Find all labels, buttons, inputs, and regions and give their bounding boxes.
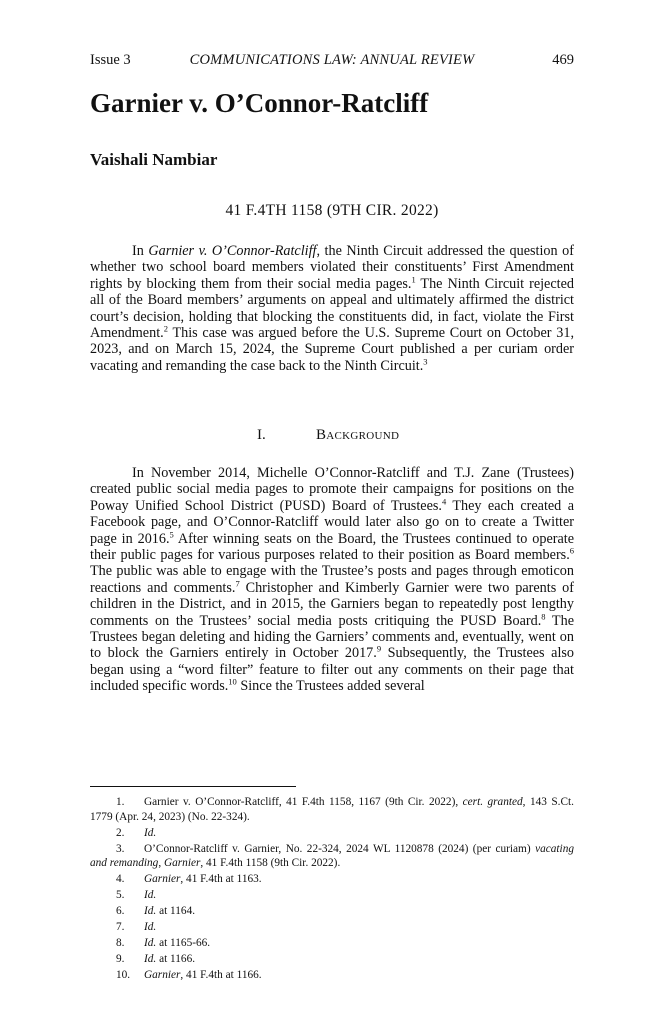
case-name: Garnier v. O’Connor-Ratcliff (148, 243, 317, 259)
text-run: In November 2014, Michelle O’Connor-Ratcliff and T.J. Zane (Trustees) created public social media pages to promote their campaigns for positions on the Poway Unified School District (PUSD) Board of Trustees. (90, 465, 574, 514)
footnote-ref[interactable]: 4 (441, 496, 447, 507)
footnote-number: 9. (116, 953, 125, 966)
footnote-number: 10. (116, 969, 131, 982)
text-run: , 41 F.4th 1158 (9th Cir. 2022). (200, 857, 341, 870)
text-run: at 1166. (156, 953, 196, 966)
section-heading (90, 427, 574, 447)
text-run: , the Ninth Circuit addressed the question of whether two school board members violated their constituents’ First Amendment rights by blocking them from their social media pages. (90, 243, 574, 292)
text-run: Subsequently, the Trustees also began using a “word filter” feature to filter out any comments on their page that included specific words. (90, 645, 574, 695)
case-citation: 41 F.4TH 1158 (9TH CIR. 2022) (225, 202, 439, 219)
footnote-number: 6. (116, 905, 125, 918)
footnote-ref[interactable]: 6 (569, 545, 574, 556)
footnote-4 (90, 872, 574, 887)
text-run-italic: Id. (144, 889, 157, 902)
text-run: , 41 F.4th at 1166. (180, 969, 262, 982)
footnote-8 (90, 936, 574, 951)
text-run: The Ninth Circuit rejected all of the Board members’ arguments on appeal and ultimately affirmed the district court’s decision, holding that blocking the constituents did, in fact, violate the First Amendment. (90, 275, 574, 342)
text-run: After winning seats on the Board, the Trustees continued to operate their public pages for various purposes related to their position as Board members. (90, 530, 574, 564)
text-run: Christopher and Kimberly Garnier were two parents of children in the District, and in 2015, the Garniers began to repeatedly post lengthy comments on the Trustees’ social media posts critiquing the PUSD Board. (90, 579, 574, 629)
text-run-italic: Garnier (144, 873, 181, 886)
footnote-2 (90, 826, 574, 841)
footnote-number: 5. (116, 889, 125, 902)
text-run-italic: Id. (144, 905, 157, 918)
footnote-divider (90, 786, 296, 787)
text-run: at 1165-66. (156, 937, 211, 950)
text-run: Since the Trustees added several (236, 678, 425, 695)
text-run: Garnier v. O’Connor-Ratcliff, 41 F.4th 1158, 1167 (9th Cir. 2022), (144, 796, 463, 808)
journal-title: COMMUNICATIONS LAW: ANNUAL REVIEW (189, 52, 475, 68)
text-run: O’Connor-Ratcliff v. Garnier, No. 22-324, 2024 WL 1120878 (2024) (per curiam) (144, 842, 536, 855)
text-run-italic: cert. granted (462, 796, 523, 808)
footnote-ref[interactable]: 3 (423, 356, 428, 367)
footnote-ref[interactable]: 9 (376, 643, 382, 654)
footnote-number: 4. (116, 873, 125, 886)
footnote-5 (90, 888, 574, 903)
footnote-9 (90, 952, 574, 967)
page-number: 469 (552, 52, 574, 68)
footnote-number: 2. (116, 826, 125, 839)
footnote-6 (90, 904, 574, 919)
footnote-3 (90, 842, 574, 871)
section-title: Background (316, 427, 400, 443)
footnote-7 (90, 920, 574, 935)
intro-paragraph (90, 243, 574, 374)
footnote-ref[interactable]: 5 (169, 528, 174, 539)
footnote-10 (90, 968, 574, 983)
text-run-italic: Id. (144, 826, 157, 839)
text-run-italic: Garnier (163, 857, 201, 870)
text-run-italic: Garnier (144, 969, 181, 982)
footnote-number: 7. (116, 921, 125, 934)
text-run: This case was argued before the U.S. Supreme Court on October 31, 2023, and on March 15, 2024, the Supreme Court published a per curiam order vacating and remanding the case back to the Ninth Circuit. (90, 325, 574, 374)
running-head (90, 52, 574, 72)
text-run: The Trustees began deleting and hiding the Garniers’ comments and, eventually, went on to block the Garniers entirely in October 2017. (90, 612, 574, 662)
footnotes (90, 795, 574, 984)
text-run: The public was able to engage with the Trustee’s posts and pages through emoticon reactions and comments. (90, 563, 574, 596)
text-run: They each created a Facebook page, and O’Connor-Ratcliff would later also go on to create a Twitter page in 2016. (90, 497, 574, 547)
footnote-ref[interactable]: 7 (235, 578, 240, 589)
text-run-italic: Id. (144, 921, 157, 934)
text-run: , (158, 857, 164, 870)
footnote-ref[interactable]: 10 (228, 676, 237, 687)
text-run: In (132, 243, 149, 259)
footnote-number: 8. (116, 937, 125, 950)
author-name: Vaishali Nambiar (90, 150, 218, 169)
footnote-number: 1. (116, 796, 125, 808)
footnote-ref[interactable]: 2 (163, 323, 168, 334)
footnote-ref[interactable]: 1 (411, 274, 416, 285)
footnote-1 (90, 795, 574, 824)
text-run: , 41 F.4th at 1163. (180, 873, 262, 886)
background-paragraph (90, 465, 574, 695)
footnote-number: 3. (116, 842, 125, 855)
text-run-italic: vacating and remanding (90, 842, 574, 870)
issue-number: Issue 3 (90, 52, 131, 68)
text-run-italic: Id. (144, 953, 157, 966)
text-run-italic: Id. (144, 937, 157, 950)
section-number: I. (257, 427, 266, 443)
text-run: , 143 S.Ct. 1779 (Apr. 24, 2023) (No. 22-324). (90, 796, 574, 823)
footnote-ref[interactable]: 8 (541, 610, 546, 621)
text-run: at 1164. (156, 905, 196, 918)
article-title: Garnier v. O’Connor-Ratcliff (90, 88, 429, 118)
